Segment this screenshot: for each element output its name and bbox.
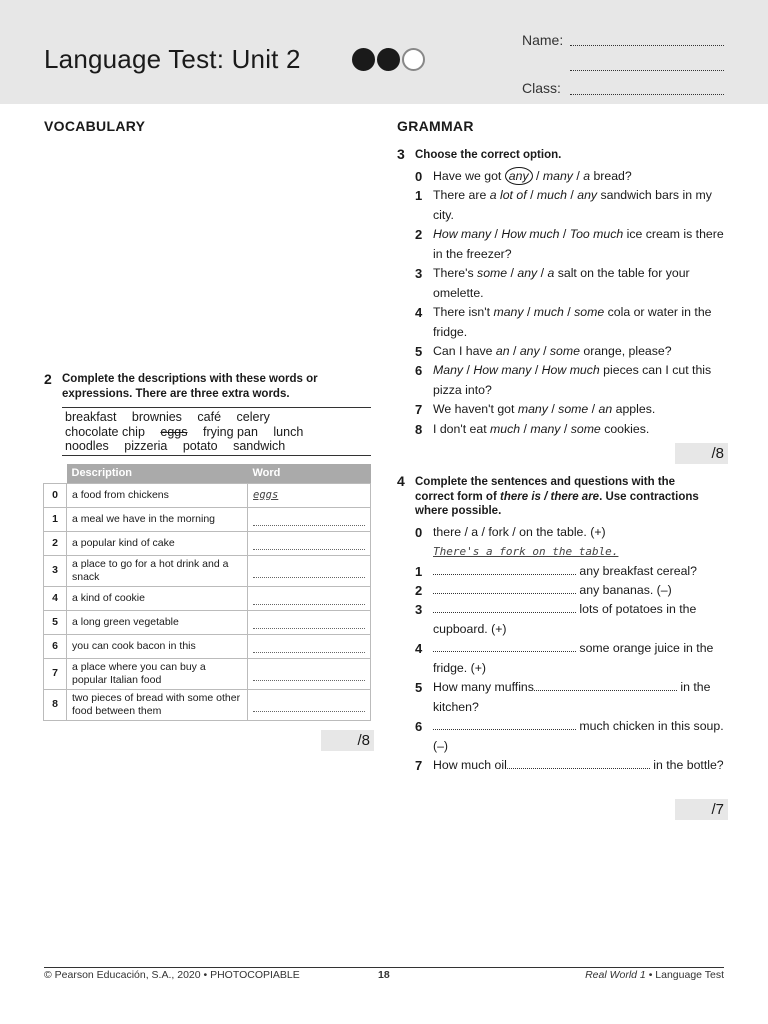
difficulty-dot-filled-icon xyxy=(352,48,375,71)
q4-item-4: some orange juice in the fridge. (+) xyxy=(433,641,714,675)
word-item: brownies xyxy=(131,410,182,424)
row-number: 4 xyxy=(44,586,67,610)
question-3-number: 3 xyxy=(397,146,405,162)
row-number: 3 xyxy=(44,555,67,586)
question-2-instructions: Complete the descriptions with these words or expressions. There are three extra words. xyxy=(62,373,318,400)
class-label: Class: xyxy=(522,80,561,96)
item-number: 5 xyxy=(415,344,423,359)
word-item-crossed-out: eggs xyxy=(160,424,188,439)
word-box-row xyxy=(65,439,371,454)
word-item: celery xyxy=(236,410,270,424)
question-4-score-box: /7 xyxy=(675,799,728,820)
q3-item-6: Many / How many / How much pieces can I cut this pizza into? xyxy=(433,363,712,397)
answer-field[interactable] xyxy=(433,583,576,594)
question-3-score-box: /8 xyxy=(675,443,728,464)
instr-line: Complete the sentences and questions with the xyxy=(415,476,676,488)
table-header-row xyxy=(44,464,371,483)
answer-field[interactable] xyxy=(433,641,576,652)
description-column-header: Description xyxy=(67,464,248,483)
vocabulary-heading: VOCABULARY xyxy=(44,118,146,134)
row-number: 1 xyxy=(44,507,67,531)
instr-emphasis: there is / there are xyxy=(500,490,600,503)
item-number: 6 xyxy=(415,719,423,734)
row-description: you can cook bacon in this xyxy=(67,634,248,658)
item-number: 3 xyxy=(415,266,423,281)
row-number: 2 xyxy=(44,531,67,555)
word-item: potato xyxy=(182,439,218,453)
word-box-row xyxy=(65,425,371,440)
q4-item-3: lots of potatoes in the cupboard. (+) xyxy=(433,602,697,636)
item-number: 5 xyxy=(415,680,423,695)
question-4-number: 4 xyxy=(397,473,405,489)
row-number: 8 xyxy=(44,689,67,720)
q4-example-answer: There's a fork on the table. xyxy=(433,545,619,558)
item-number: 4 xyxy=(415,641,423,656)
grammar-heading: GRAMMAR xyxy=(397,118,474,134)
table-row xyxy=(44,689,371,720)
difficulty-indicator xyxy=(352,48,425,71)
q4-item-7: How much oil in the bottle? xyxy=(433,758,724,772)
answer-field[interactable] xyxy=(248,610,371,634)
question-2-number: 2 xyxy=(44,371,52,387)
answer-field[interactable] xyxy=(433,564,576,575)
description-table xyxy=(43,464,371,721)
question-4-instructions xyxy=(415,475,735,519)
item-number: 8 xyxy=(415,422,423,437)
footer-divider xyxy=(44,967,724,968)
row-description: a meal we have in the morning xyxy=(67,507,248,531)
difficulty-dot-filled-icon xyxy=(377,48,400,71)
page-title: Language Test: Unit 2 xyxy=(44,44,301,74)
answer-field[interactable] xyxy=(433,719,576,730)
answer-field[interactable] xyxy=(534,680,677,691)
example-answer: eggs xyxy=(253,488,279,501)
q4-item-6: much chicken in this soup. (–) xyxy=(433,719,724,753)
item-number: 4 xyxy=(415,305,423,320)
item-number: 1 xyxy=(415,188,423,203)
item-number: 1 xyxy=(415,564,423,579)
q3-item-0: Have we got any / many / a bread? xyxy=(433,169,632,183)
answer-field[interactable] xyxy=(248,555,371,586)
q3-item-3: There's some / any / a salt on the table for your omelette. xyxy=(433,266,690,300)
row-description: two pieces of bread with some other food between them xyxy=(67,689,248,720)
q3-item-7: We haven't got many / some / an apples. xyxy=(433,402,656,416)
instr-line: correct form of xyxy=(415,490,500,503)
row-description: a place to go for a hot drink and a snack xyxy=(67,555,248,586)
table-row xyxy=(44,531,371,555)
difficulty-dot-empty-icon xyxy=(402,48,425,71)
footer-book-info xyxy=(585,969,724,981)
answer-field[interactable] xyxy=(248,507,371,531)
q3-item-5: Can I have an / any / some orange, please? xyxy=(433,344,672,358)
q3-item-4: There isn't many / much / some cola or water in the fridge. xyxy=(433,305,712,339)
word-item: café xyxy=(197,410,222,424)
word-item: frying pan xyxy=(203,424,258,439)
item-number: 3 xyxy=(415,602,423,617)
answer-field[interactable] xyxy=(507,758,650,769)
table-row xyxy=(44,658,371,689)
q3-item-8: I don't eat much / many / some cookies. xyxy=(433,422,650,436)
item-number: 0 xyxy=(415,525,423,540)
answer-field[interactable] xyxy=(248,586,371,610)
answer-field[interactable] xyxy=(248,531,371,555)
item-number: 6 xyxy=(415,363,423,378)
answer-field[interactable] xyxy=(248,658,371,689)
q4-item-5: How many muffins in the kitchen? xyxy=(433,680,711,714)
name-field-line-2[interactable] xyxy=(570,70,724,71)
page-number: 18 xyxy=(378,969,390,981)
book-suffix: • Language Test xyxy=(645,969,724,981)
row-description: a food from chickens xyxy=(67,483,248,507)
item-number: 7 xyxy=(415,402,423,417)
row-description: a popular kind of cake xyxy=(67,531,248,555)
instr-line: where possible. xyxy=(415,505,502,517)
q3-item-1: There are a lot of / much / any sandwich bars in my city. xyxy=(433,188,712,222)
q3-item-2: How many / How much / Too much ice cream is there in the freezer? xyxy=(433,227,724,261)
circled-answer: any xyxy=(505,167,533,185)
word-item: sandwich xyxy=(233,439,286,453)
instr-line: . Use contractions xyxy=(599,490,699,503)
item-number: 7 xyxy=(415,758,423,773)
name-label: Name: xyxy=(522,32,564,48)
table-row xyxy=(44,610,371,634)
row-description: a place where you can buy a popular Italian food xyxy=(67,658,248,689)
word-column-header: Word xyxy=(248,464,371,483)
word-item: noodles xyxy=(65,439,109,453)
answer-field[interactable] xyxy=(433,602,576,613)
book-title: Real World 1 xyxy=(585,969,646,981)
table-row xyxy=(44,483,371,507)
q4-item-0: there / a / fork / on the table. (+) xyxy=(433,525,606,539)
word-box-row xyxy=(65,410,371,425)
footer-copyright: © Pearson Educación, S.A., 2020 • PHOTOCOPIABLE xyxy=(44,969,300,981)
word-box xyxy=(62,407,371,456)
row-description: a long green vegetable xyxy=(67,610,248,634)
name-field[interactable] xyxy=(570,45,724,46)
table-row xyxy=(44,634,371,658)
word-item: breakfast xyxy=(65,410,117,424)
row-number: 6 xyxy=(44,634,67,658)
row-number: 0 xyxy=(44,483,67,507)
table-row xyxy=(44,555,371,586)
q4-item-2: any bananas. (–) xyxy=(433,581,728,601)
class-field[interactable] xyxy=(570,94,724,95)
row-number: 5 xyxy=(44,610,67,634)
word-item: lunch xyxy=(273,424,304,439)
item-number: 2 xyxy=(415,227,423,242)
answer-field[interactable] xyxy=(248,634,371,658)
row-number: 7 xyxy=(44,658,67,689)
word-item: chocolate chip xyxy=(65,424,145,439)
table-row xyxy=(44,586,371,610)
question-3-instructions: Choose the correct option. xyxy=(415,149,562,161)
row-answer-example xyxy=(248,483,371,507)
item-number: 0 xyxy=(415,169,423,184)
item-number: 2 xyxy=(415,583,423,598)
vocabulary-score-box: /8 xyxy=(321,730,374,751)
table-row xyxy=(44,507,371,531)
word-item: pizzeria xyxy=(124,439,168,453)
q4-item-1: any breakfast cereal? xyxy=(433,562,728,582)
answer-field[interactable] xyxy=(248,689,371,720)
row-description: a kind of cookie xyxy=(67,586,248,610)
